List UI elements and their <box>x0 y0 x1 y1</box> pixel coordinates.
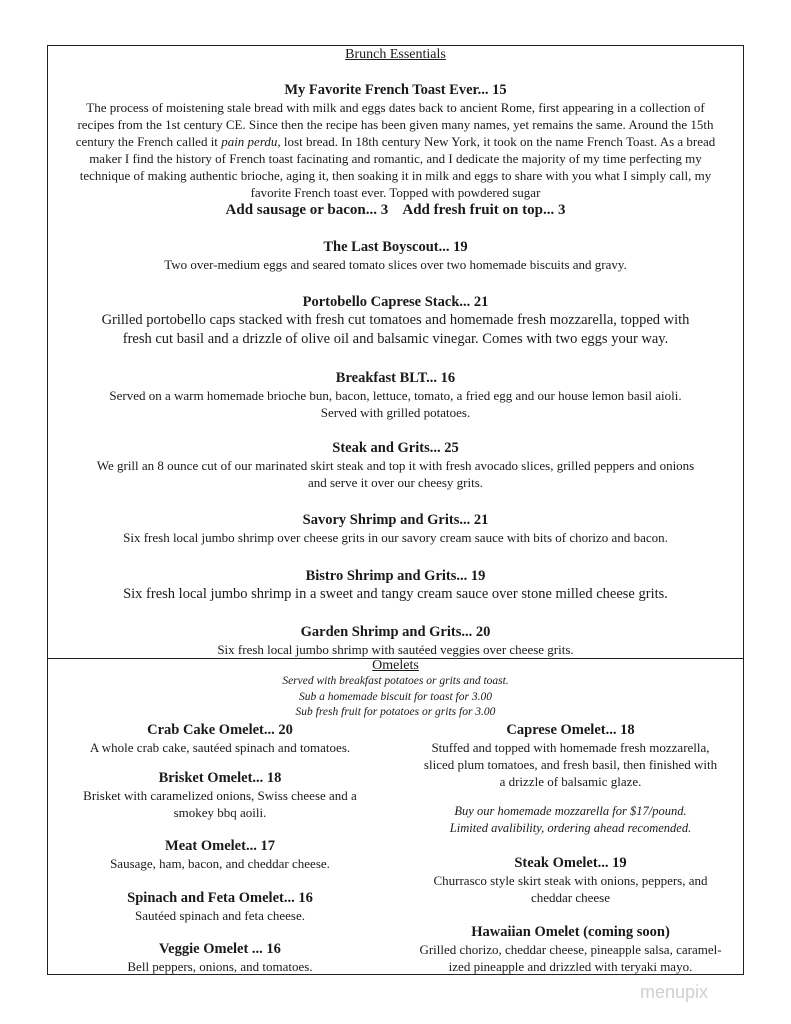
item-title: My Favorite French Toast Ever... 15 <box>284 82 507 98</box>
item-description-line: ized pineapple and drizzled with teryaki mayo. <box>448 959 693 974</box>
item-description-line: Six fresh local jumbo shrimp with sautéed veggies over cheese grits. <box>217 642 574 657</box>
item-description-line: Served with grilled potatoes. <box>320 405 471 420</box>
item-description-line: Stuffed and topped with homemade fresh mozzarella, <box>431 740 710 755</box>
menu-item <box>47 369 744 421</box>
item-description-line: Bell peppers, onions, and tomatoes. <box>127 959 313 974</box>
omelet-note: Sub a homemade biscuit for toast for 3.00 <box>299 690 492 703</box>
item-title: Garden Shrimp and Grits... 20 <box>300 624 491 640</box>
item-description-line: Six fresh local jumbo shrimp in a sweet and tangy cream sauce over stone milled cheese grits. <box>123 586 668 602</box>
item-description-line: technique of making authentic brioche, aging it, then soaking it in milk and eggs to share with you what I simply call, my <box>79 168 712 183</box>
item-addons: Add sausage or bacon... 3 Add fresh fruit on top... 3 <box>225 202 566 218</box>
item-title: Breakfast BLT... 16 <box>335 370 456 386</box>
menu-item <box>50 721 390 756</box>
watermark-logo: menupix <box>640 982 709 1002</box>
item-description-line: The process of moistening stale bread with milk and eggs dates back to ancient Rome, first appearing in a collection of <box>86 100 705 115</box>
item-description-line: favorite French toast ever. Topped with powdered sugar <box>250 185 541 200</box>
item-description-line: fresh cut basil and a drizzle of olive oil and balsamic vinegar. Comes with two eggs your way. <box>122 330 669 347</box>
item-title: Portobello Caprese Stack... 21 <box>302 294 489 310</box>
item-description-line: Sausage, ham, bacon, and cheddar cheese. <box>110 856 330 871</box>
item-description-line: Grilled chorizo, cheddar cheese, pineapple salsa, caramel- <box>419 942 722 957</box>
item-title: Bistro Shrimp and Grits... 19 <box>305 568 486 584</box>
menu-item <box>50 940 390 975</box>
menu-item <box>398 923 743 975</box>
item-description-line: smokey bbq aoili. <box>173 805 267 820</box>
item-title: Veggie Omelet ... 16 <box>159 941 281 957</box>
brunch-heading: Brunch Essentials <box>345 47 446 62</box>
item-description-line: Buy our homemade mozzarella for $17/pound. <box>454 804 687 818</box>
item-description-line: Served on a warm homemade brioche bun, bacon, lettuce, tomato, a fried egg and our house lemon basil aioli. <box>109 388 682 403</box>
menu-item <box>47 623 744 658</box>
description-segment: , lost bread. In 18th century New York, it took on the name French Toast. As a bread <box>277 134 716 149</box>
menu-item <box>47 439 744 491</box>
item-description-line: Grilled portobello caps stacked with fresh cut tomatoes and homemade fresh mozzarella, topped with <box>101 312 690 328</box>
menu-item <box>47 238 744 273</box>
item-title: Meat Omelet... 17 <box>165 838 275 854</box>
menu-item <box>50 837 390 872</box>
item-title: Spinach and Feta Omelet... 16 <box>127 890 313 906</box>
item-description-line: maker I find the history of French toast facinating and romantic, and I dedicate the majority of my time perfecting my <box>89 151 702 166</box>
item-description-line: Limited avalibility, ordering ahead recomended. <box>449 821 692 835</box>
omelets-heading: Omelets <box>372 658 419 673</box>
item-description-line: Sautéed spinach and feta cheese. <box>134 908 305 923</box>
omelet-note: Sub fresh fruit for potatoes or grits for 3.00 <box>295 706 496 718</box>
item-description-line: cheddar cheese <box>530 890 611 905</box>
item-title: Crab Cake Omelet... 20 <box>147 722 293 738</box>
item-title: Steak Omelet... 19 <box>514 855 627 871</box>
menu-item <box>47 293 744 348</box>
item-title: Hawaiian Omelet (coming soon) <box>471 924 670 940</box>
item-description-line: and serve it over our cheesy grits. <box>307 475 484 490</box>
description-segment: pain perdu <box>221 134 278 149</box>
omelet-note: Served with breakfast potatoes or grits and toast. <box>282 675 509 687</box>
menu-item <box>398 721 743 790</box>
item-title: Brisket Omelet... 18 <box>158 770 282 786</box>
menu-item <box>47 81 744 219</box>
menu-item <box>398 854 743 906</box>
item-description-line: recipes from the 1st century CE. Since then the recipe has been given many names, yet remains the same. Around the 15th <box>77 117 714 132</box>
item-description-line: a drizzle of balsamic glaze. <box>499 774 642 789</box>
item-description-line: Churrasco style skirt steak with onions, peppers, and <box>433 873 708 888</box>
item-description-line: Six fresh local jumbo shrimp over cheese grits in our savory cream sauce with bits of chorizo and bacon. <box>123 530 668 545</box>
item-title: Steak and Grits... 25 <box>332 440 459 456</box>
description-segment: century the French called it <box>75 134 222 149</box>
menu-item <box>50 889 390 924</box>
item-description-line: Brisket with caramelized onions, Swiss cheese and a <box>83 788 357 803</box>
item-title: Savory Shrimp and Grits... 21 <box>302 512 489 528</box>
item-title: The Last Boyscout... 19 <box>323 239 468 255</box>
menu-item <box>50 769 390 821</box>
item-description-line: We grill an 8 ounce cut of our marinated skirt steak and top it with fresh avocado slices, grilled peppers and onions <box>96 458 695 473</box>
menu-item <box>47 567 744 604</box>
omelet-notes <box>47 674 744 721</box>
item-description-line: Two over-medium eggs and seared tomato slices over two homemade biscuits and gravy. <box>164 257 627 272</box>
item-description-line: A whole crab cake, sautéed spinach and tomatoes. <box>89 740 351 755</box>
item-description-line: sliced plum tomatoes, and fresh basil, then finished with <box>423 757 718 772</box>
item-description-line <box>47 133 744 150</box>
item-title: Caprese Omelet... 18 <box>506 722 635 738</box>
menu-item <box>47 511 744 546</box>
menu-item <box>398 803 743 837</box>
